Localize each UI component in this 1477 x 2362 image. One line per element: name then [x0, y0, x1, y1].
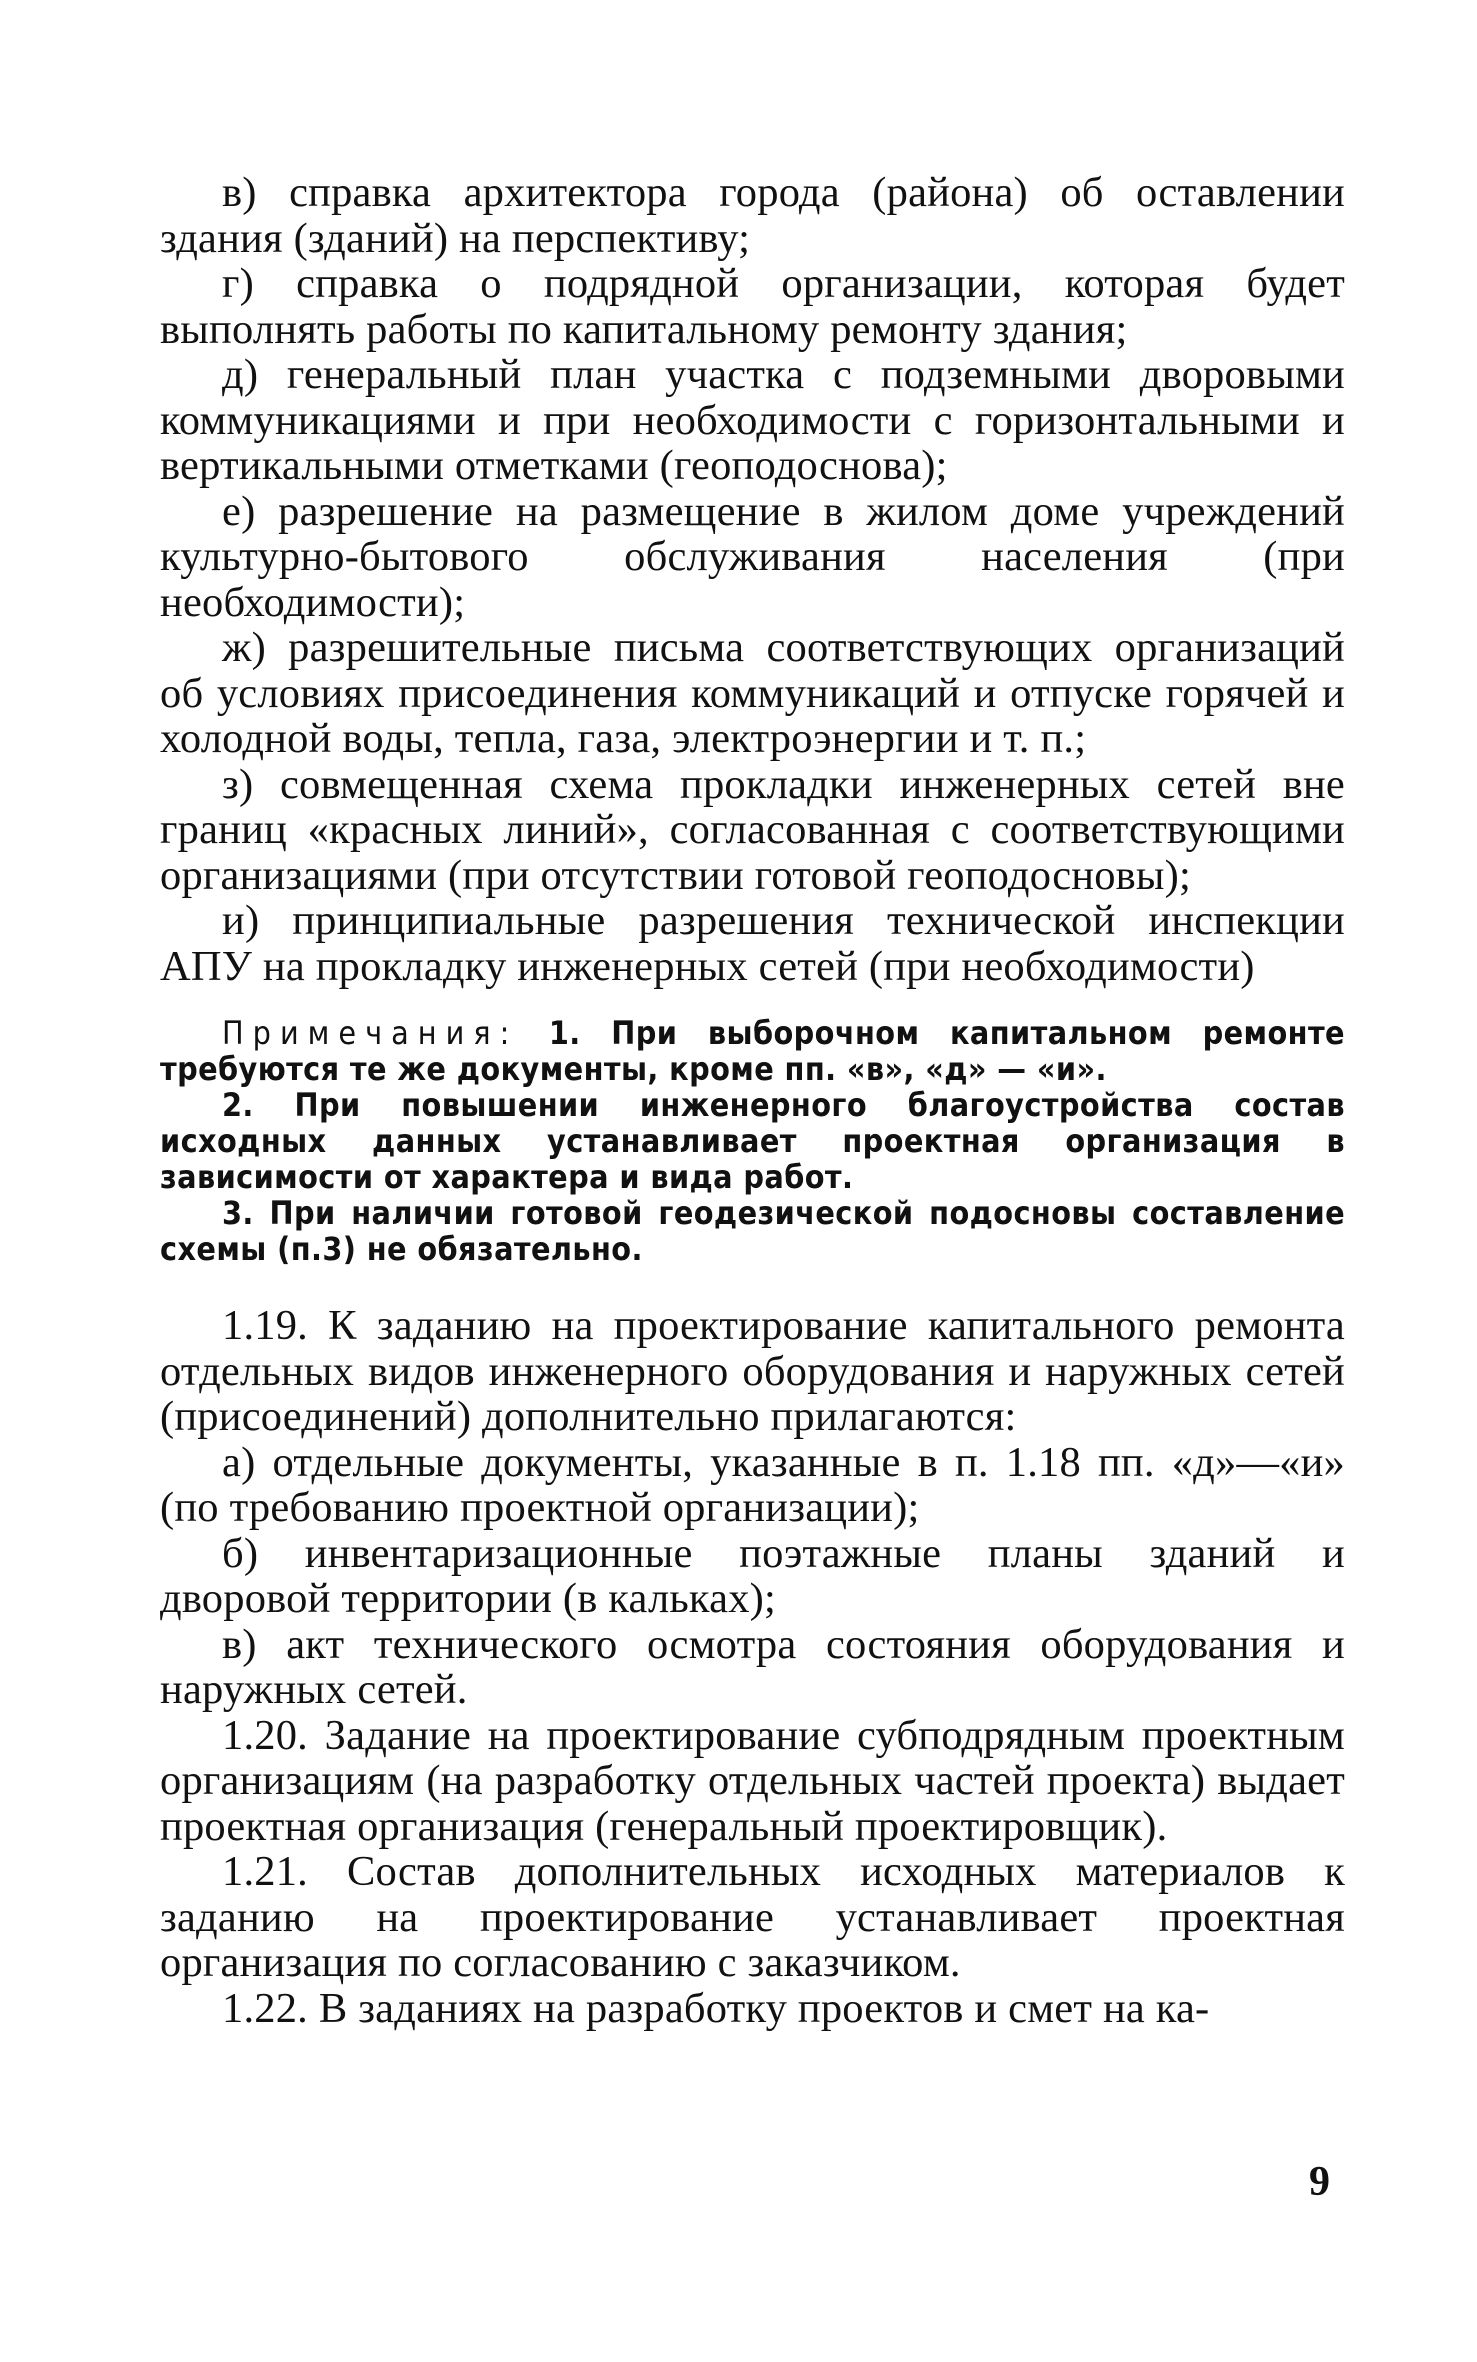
list-item-zh: ж) разрешительные письма соответствующих организаций об условиях присоединения коммуникаций и отпуске горячей и холодной воды, тепла, газа, электроэнергии и т. п.;: [160, 624, 1345, 762]
note-2: 2. При повышении инженерного благоустройства состав исходных данных устанавливает проектная организация в зависимости от характера и вида работ.: [160, 1086, 1345, 1196]
paragraph-1-19-v: в) акт технического осмотра состояния оборудования и наружных сетей.: [160, 1620, 1345, 1713]
page-number: 9: [1309, 2159, 1330, 2205]
paragraph-1-20: 1.20. Задание на проектирование субподрядным проектным организациям (на разработку отдельных частей проекта) выдает проектная организация (генеральный проектировщик).: [160, 1711, 1345, 1850]
paragraph-1-19-a: а) отдельные документы, указанные в п. 1.18 пп. «д»—«и» (по требованию проектной организации);: [160, 1438, 1345, 1531]
list-item-z: з) совмещенная схема прокладки инженерных сетей вне границ «красных линий», согласованная с соответствующими организациями (при отсутствии готовой геоподосновы);: [160, 760, 1345, 899]
note-3: 3. При наличии готовой геодезической подосновы составление схемы (п.3) не обязательно.: [160, 1194, 1345, 1268]
paragraph-1-19: 1.19. К заданию на проектирование капитального ремонта отдельных видов инженерного оборудования и наружных сетей (присоединений) дополнительно прилагаются:: [160, 1302, 1345, 1440]
document-list: [160, 170, 1345, 989]
document-page: [160, 170, 1345, 2031]
paragraph-1-21: 1.21. Состав дополнительных исходных материалов к заданию на проектирование устанавливает проектная организация по согласованию с заказчиком.: [160, 1848, 1345, 1986]
notes-block: [160, 1015, 1345, 1267]
list-item-v: в) справка архитектора города (района) об оставлении здания (зданий) на перспективу;: [160, 169, 1345, 262]
paragraph-1-19-b: б) инвентаризационные поэтажные планы зданий и дворовой территории (в кальках);: [160, 1529, 1345, 1622]
section-paragraphs: [160, 1303, 1345, 2031]
note-1-text: 1. При выборочном капитальном ремонте требуются те же документы, кроме пп. «в», «д» — «и».: [160, 1014, 1345, 1088]
list-item-i: и) принципиальные разрешения технической инспекции АПУ на прокладку инженерных сетей (при необходимости): [160, 897, 1345, 990]
paragraph-1-22: 1.22. В заданиях на разработку проектов и смет на ка-: [222, 1984, 1210, 2032]
notes-heading: Примечания:: [222, 1014, 519, 1052]
list-item-d: д) генеральный план участка с подземными дворовыми коммуникациями и при необходимости с горизонтальными и вертикальными отметками (геоподоснова);: [160, 351, 1345, 489]
list-item-g: г) справка о подрядной организации, которая будет выполнять работы по капитальному ремонту здания;: [160, 260, 1345, 353]
list-item-e: е) разрешение на размещение в жилом доме учреждений культурно-бытового обслуживания населения (при необходимости);: [160, 487, 1345, 626]
note-1: [160, 1015, 1345, 1087]
